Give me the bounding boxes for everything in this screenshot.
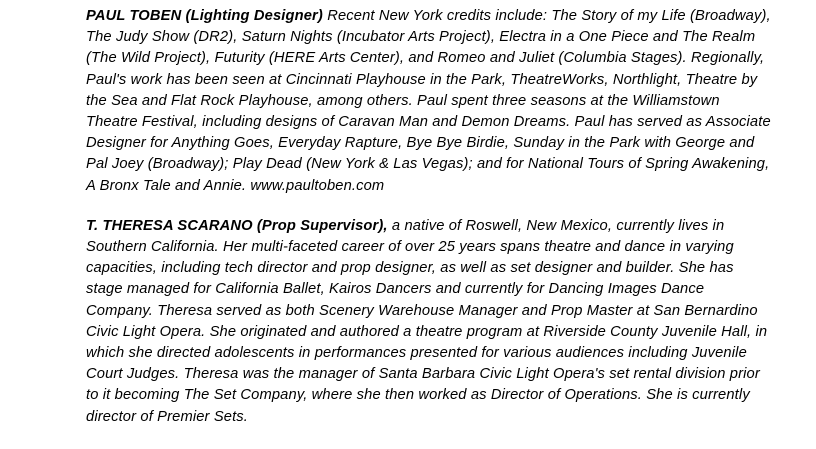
bio-paragraph-theresa-scarano bbox=[86, 216, 774, 428]
bio-text-theresa-scarano: a native of Roswell, New Mexico, currently lives in Southern California. Her multi-faceted career of over 25 years spans theatre and dance in varying capacities, including tech director and prop designer, as well as set designer and builder. She has stage managed for California Ballet, Kairos Dancers and currently for Dancing Images Dance Company. Theresa served as both Scenery Warehouse Manager and Prop Master at San Bernardino Civic Light Opera. She originated and authored a theatre program at Riverside County Juvenile Hall, in which she directed adolescents in performances presented for various audiences including Juvenile Court Judges. Theresa was the manager of Santa Barbara Civic Light Opera's set rental division prior to it becoming The Set Company, where she then worked as Director of Operations. She is currently director of Premier Sets. bbox=[86, 217, 768, 425]
bio-paragraph-paul-toben bbox=[86, 6, 774, 197]
bio-name-paul-toben: PAUL TOBEN (Lighting Designer) bbox=[86, 8, 323, 24]
bio-name-theresa-scarano: T. THERESA SCARANO (Prop Supervisor), bbox=[86, 217, 388, 234]
bio-text-paul-toben: Recent New York credits include: The Story of my Life (Broadway), The Judy Show (DR2), Saturn Nights (Incubator Arts Project), Electra in a One Piece and The Realm (The Wild Project), Futurity (HERE Arts Center), and Romeo and Juliet (Columbia Stages). Regionally, Paul's work has been seen at Cincinnati Playhouse in the Park, TheatreWorks, Northlight, Theatre by the Sea and Flat Rock Playhouse, among others. Paul spent three seasons at the Williamstown Theatre Festival, including designs of Caravan Man and Demon Dreams. Paul has served as Associate Designer for Anything Goes, Everyday Rapture, Bye Bye Birdie, Sunday in the Park with George and Pal Joey (Broadway); Play Dead (New York & Las Vegas); and for National Tours of Spring Awakening, A Bronx Tale and Annie. www.paultoben.com bbox=[86, 8, 771, 194]
